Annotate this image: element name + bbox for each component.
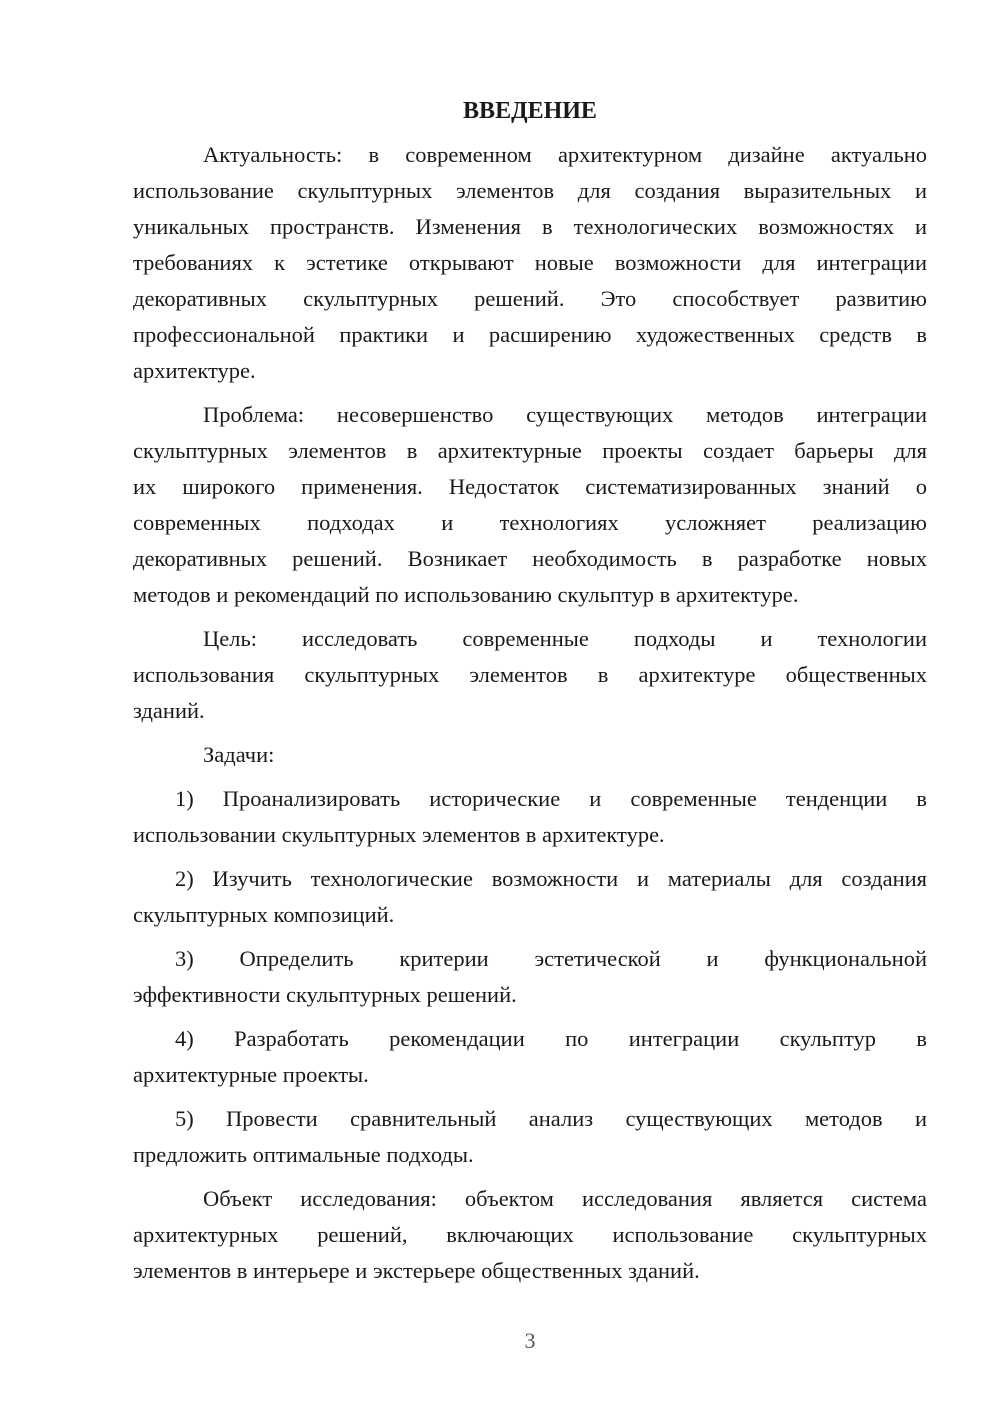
text-line: использование скульптурных элементов для создания выразительных и — [133, 178, 927, 203]
document-title: ВВЕДЕНИЕ — [463, 98, 597, 124]
text-line: Проблема: несовершенство существующих методов интеграции — [203, 402, 927, 427]
text-line: декоративных решений. Возникает необходимость в разработке новых — [133, 546, 927, 571]
text-line: использования скульптурных элементов в архитектуре общественных — [133, 662, 927, 687]
text-line: скульптурных композиций. — [133, 902, 395, 927]
text-line: методов и рекомендаций по использованию скульптур в архитектуре. — [133, 582, 799, 607]
paragraph — [133, 1181, 927, 1289]
text-line: архитектуре. — [133, 358, 256, 383]
text-line: использовании скульптурных элементов в архитектуре. — [133, 822, 665, 847]
text-line: профессиональной практики и расширению художественных средств в — [133, 322, 927, 347]
task-list-item — [133, 861, 927, 933]
text-line: архитектурные проекты. — [133, 1062, 369, 1087]
text-line: 1) Проанализировать исторические и современные тенденции в — [175, 786, 927, 811]
paragraph — [133, 137, 927, 389]
text-line: предложить оптимальные подходы. — [133, 1142, 474, 1167]
document-content — [133, 0, 927, 1289]
page-number: 3 — [524, 1328, 536, 1353]
text-line: 3) Определить критерии эстетической и функциональной — [175, 946, 927, 971]
text-line: скульптурных элементов в архитектурные проекты создает барьеры для — [133, 438, 927, 463]
text-line: их широкого применения. Недостаток систематизированных знаний о — [133, 474, 927, 499]
text-line: современных подходах и технологиях усложняет реализацию — [133, 510, 927, 535]
text-line: Задачи: — [203, 742, 275, 767]
document-body — [133, 137, 927, 1289]
text-line: архитектурных решений, включающих использование скульптурных — [133, 1222, 927, 1247]
task-list-item — [133, 941, 927, 1013]
paragraph — [133, 737, 927, 773]
text-line: Объект исследования: объектом исследования является система — [203, 1186, 927, 1211]
text-line: зданий. — [133, 698, 205, 723]
paragraph — [133, 397, 927, 613]
text-line: 2) Изучить технологические возможности и материалы для создания — [175, 866, 927, 891]
text-line: декоративных скульптурных решений. Это способствует развитию — [133, 286, 927, 311]
paragraph — [133, 621, 927, 729]
task-list-item — [133, 781, 927, 853]
text-line: Цель: исследовать современные подходы и технологии — [203, 626, 927, 651]
text-line: требованиях к эстетике открывают новые возможности для интеграции — [133, 250, 927, 275]
text-line: Актуальность: в современном архитектурном дизайне актуально — [203, 142, 927, 167]
text-line: 4) Разработать рекомендации по интеграции скульптур в — [175, 1026, 927, 1051]
task-list-item — [133, 1021, 927, 1093]
task-list-item — [133, 1101, 927, 1173]
text-line: элементов в интерьере и экстерьере общественных зданий. — [133, 1258, 700, 1283]
text-line: эффективности скульптурных решений. — [133, 982, 517, 1007]
text-line: 5) Провести сравнительный анализ существующих методов и — [175, 1106, 927, 1131]
text-line: уникальных пространств. Изменения в технологических возможностях и — [133, 214, 927, 239]
